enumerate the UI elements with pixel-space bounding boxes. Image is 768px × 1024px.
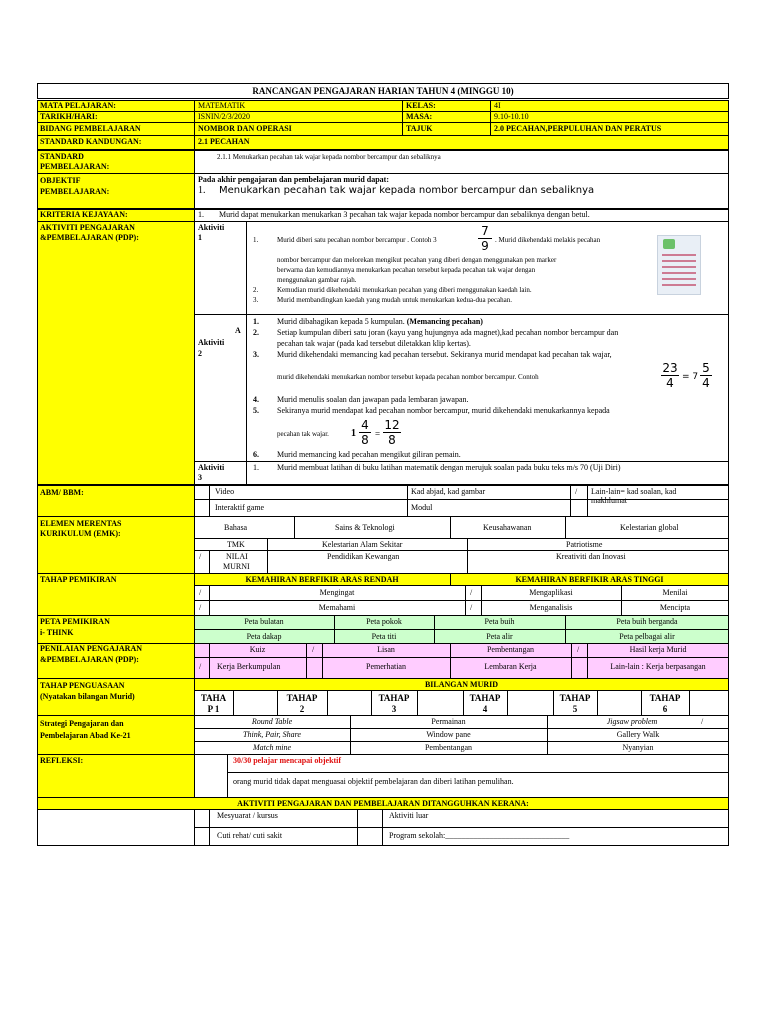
activity-3-label: Aktiviti [198, 463, 225, 472]
maps-row-divider [194, 629, 729, 630]
emk-col-divider [294, 516, 295, 538]
a2-f2-numerator: 5 [700, 361, 712, 376]
assess-group-work: Kerja Berkumpulan [217, 662, 281, 671]
reflection-not-achieved: orang murid tidak dapat menguasai objektif pembelajaran dan diberi latihan pemulihan. [233, 777, 514, 786]
abm-others-2: makhlumat [591, 496, 627, 505]
map-multi-flow: Peta pelbagai alir [619, 632, 675, 641]
maps-label-2: i- THINK [40, 628, 74, 637]
obj-intro: Pada akhir pengajaran dan pembelajaran murid dapat: [198, 175, 389, 184]
maps-label: PETA PEMIKIRAN [40, 617, 110, 626]
emk-science: Sains & Teknologi [335, 523, 395, 532]
a2-step-5-text-b: pecahan tak wajar. [277, 430, 329, 438]
strategy-window-pane: Window pane [426, 730, 471, 739]
activity-divider [194, 461, 729, 462]
worksheet-photo [657, 235, 701, 295]
a1-fraction-denominator: 9 [481, 239, 489, 253]
criteria-number: 1. [198, 210, 204, 219]
book-badge-icon [663, 239, 675, 249]
a1-fraction-numerator: 7 [478, 224, 492, 239]
a2-step-1-text [277, 318, 483, 326]
abm-row-divider [194, 499, 729, 500]
strategy-label: Strategi Pengajaran dan [40, 719, 124, 728]
a2-example-whole: 1 [351, 428, 356, 439]
strategy-round-table: Round Table [251, 717, 293, 726]
obj-label-2: PEMBELAJARAN: [40, 187, 110, 196]
a2-example-fraction-3 [359, 418, 371, 447]
emk-col-divider [267, 538, 268, 550]
reflection-achieved: 30/30 pelajar mencapai objektif [233, 756, 342, 765]
a2-step-4-text: Murid menulis soalan dan jawapan pada lembaran jawapan. [277, 395, 469, 404]
assess-oral-mark: / [312, 645, 315, 654]
postponed-row-divider [194, 827, 729, 828]
a2-example-equals-2: = [375, 429, 381, 439]
strategy-presentation: Pembentangan [424, 743, 473, 752]
a3-step-1-number: 1. [253, 463, 259, 472]
a2-step-1-main: Murid dibahagikan kepada 5 kumpulan. [277, 317, 405, 326]
assess-group-mark: / [199, 662, 202, 671]
a2-step-5-number: 5. [253, 406, 259, 415]
mastery-count-header: BILANGAN MURID [424, 680, 499, 689]
criteria-label: KRITERIA KEJAYAAN: [40, 210, 128, 219]
assess-quiz: Kuiz [249, 645, 266, 654]
strategy-row-divider [194, 728, 729, 729]
emk-environment: Kelestarian Alam Sekitar [322, 540, 403, 549]
worksheet-text-lines [662, 250, 696, 290]
postponed-col-divider [357, 809, 358, 846]
mastery-col-divider [689, 690, 690, 716]
activities-col-divider [246, 221, 247, 485]
assess-worksheet: Lembaran Kerja [484, 662, 537, 671]
a2-example-fraction-1 [661, 361, 679, 390]
emk-label-2: KURIKULUM (EMK): [40, 529, 121, 538]
mastery-label: TAHAP PENGUASAAN [40, 681, 125, 690]
a1-step-2-number: 2. [253, 286, 259, 294]
topic-value: 2.0 PECAHAN,PERPULUHAN DAN PERATUS [494, 124, 662, 133]
thinking-remember: Mengingat [319, 588, 355, 597]
emk-label: ELEMEN MERENTAS [40, 519, 122, 528]
subject-label: MATA PELAJARAN: [40, 101, 116, 110]
a1-example-fraction [478, 224, 492, 253]
activities-label: AKTIVITI PENGAJARAN [40, 223, 135, 232]
map-tree: Peta pokok [366, 617, 402, 626]
a1-step-1-text-e: menggunakan gambar rajah. [277, 276, 357, 284]
postponed-title: AKTIVITI PENGAJARAN DAN PEMBELAJARAN DITANGGUHKAN KERANA: [237, 799, 529, 808]
activity-2-label: Aktiviti [198, 338, 225, 347]
emk-values-mark: / [199, 552, 202, 561]
emk-col-divider [450, 516, 451, 538]
assess-observation: Pemerhatian [366, 662, 406, 671]
area-label: BIDANG PEMBELAJARAN [40, 124, 141, 133]
mastery-col-divider [417, 690, 418, 716]
emk-col-divider [467, 538, 468, 574]
emk-values-2: MURNI [223, 562, 250, 571]
a2-step-4-number: 4. [253, 395, 259, 404]
assess-others: Lain-lain : Kerja berpasangan [610, 662, 706, 671]
strategy-gallery-walk: Gallery Walk [616, 730, 660, 739]
reflection-label: REFLEKSI: [40, 756, 84, 765]
a2-step-6-number: 6. [253, 450, 259, 459]
strategy-label-2: Pembelajaran Abad Ke-21 [40, 731, 131, 740]
topic-label: TAJUK [406, 124, 433, 133]
assessment-row-divider [194, 657, 729, 658]
strategy-singing: Nyanyian [622, 743, 654, 752]
assess-work-mark: / [577, 645, 580, 654]
a2-step-3-text-b: murid dikehendaki menukarkan nombor tersebut kepada pecahan nombor bercampur. Contoh [277, 373, 539, 381]
area-value: NOMBOR DAN OPERASI [198, 124, 292, 133]
postponed-col-divider [209, 809, 210, 846]
a2-f2-denominator: 4 [702, 376, 710, 390]
abm-game: Interaktif game [215, 503, 265, 512]
mastery-col-divider [233, 690, 234, 716]
a2-f1-numerator: 23 [662, 361, 678, 375]
mastery-level-5-b: 5 [572, 704, 578, 714]
map-bridge: Peta titi [371, 632, 397, 641]
thinking-analyse-mark: / [470, 603, 473, 612]
mastery-col-divider [507, 690, 508, 716]
assessment-col-divider [571, 643, 572, 679]
map-circle: Peta bulatan [244, 617, 284, 626]
info-row-divider [37, 135, 729, 136]
emk-col-divider [209, 550, 210, 574]
thinking-create: Mencipta [659, 603, 691, 612]
date-value: ISNIN/2/3/2020 [198, 112, 250, 121]
plan-title: RANCANGAN PENGAJARAN HARIAN TAHUN 4 (MINGGU 10) [252, 86, 514, 96]
abm-module: Modul [411, 503, 433, 512]
a2-step-1-number: 1. [253, 317, 259, 326]
date-label: TARIKH/HARI: [40, 112, 98, 121]
mastery-label-2: (Nyatakan bilangan Murid) [40, 692, 135, 701]
postponed-meeting: Mesyuarat / kursus [217, 811, 278, 820]
a2-example-fraction-2 [700, 361, 712, 390]
thinking-high-header: KEMAHIRAN BERFIKIR ARAS TINGGI [515, 575, 664, 584]
a3-step-1-text: Murid membuat latihan di buku latihan matematik dengan merujuk soalan pada buku teks m/s 70 (Uji Diri) [277, 463, 621, 472]
thinking-apply: Mengaplikasi [529, 588, 573, 597]
mastery-level-3: TAHAP [378, 693, 410, 703]
abm-col-divider [587, 485, 588, 517]
thinking-analyse: Menganalisis [529, 603, 573, 612]
postponed-outside: Aktiviti luar [389, 811, 429, 820]
time-value: 9.10-10.10 [494, 112, 529, 121]
abm-cards: Kad abjad, kad gambar [411, 487, 486, 496]
abm-others: Lain-lain= kad soalan, kad [591, 487, 677, 496]
abm-cards-mark: / [575, 487, 578, 496]
map-flow: Peta alir [486, 632, 513, 641]
a2-step-5-text: Sekiranya murid mendapat kad pecahan nombor bercampur, murid dikehendaki menukarkannya kepada [277, 406, 610, 415]
info-col-divider [194, 100, 195, 150]
mastery-level-6-b: 6 [662, 704, 668, 714]
abm-video: Video [215, 487, 235, 496]
emk-row-divider [194, 550, 729, 551]
ls-value: 2.1.1 Menukarkan pecahan tak wajar kepada nombor bercampur dan sebaliknya [217, 153, 441, 161]
a1-step-1-text-b: . Murid dikehendaki melakis pecahan [495, 236, 601, 244]
assess-student-work: Hasil kerja Murid [629, 645, 687, 654]
a2-step-6-text: Murid memancing kad pecahan mengikut giliran pemain. [277, 450, 461, 459]
content-value: 2.1 PECAHAN [198, 137, 250, 146]
info-col-divider [402, 100, 403, 135]
thinking-col-divider [465, 585, 466, 616]
a2-step-3-number: 3. [253, 350, 259, 359]
assess-presentation: Pembentangan [486, 645, 535, 654]
thinking-label: TAHAP PEMIKIRAN [40, 575, 117, 584]
abm-col-divider [570, 485, 571, 517]
obj-value: Menukarkan pecahan tak wajar kepada nombor bercampur dan sebaliknya [219, 185, 595, 196]
emk-col-divider [565, 516, 566, 538]
mastery-col-divider [327, 690, 328, 716]
abm-col-divider [407, 485, 408, 517]
a2-step-2-text-b: pecahan tak wajar (pada kad tersebut diletakkan klip kertas). [277, 339, 471, 348]
a1-step-3-text: Murid membandingkan kaedah yang mudah untuk menukarkan kedua-dua pecahan. [277, 296, 513, 304]
strategy-jigsaw: Jigsaw problem [606, 717, 658, 726]
strategy-row-divider [194, 741, 729, 742]
postponed-program: Program sekolah:_______________________________ [389, 831, 570, 840]
a2-step-3-text: Murid dikehendaki memancing kad pecahan tersebut. Sekiranya murid mendapat kad pecahan tak wajar, [277, 350, 612, 359]
mastery-level-2-b: 2 [299, 704, 305, 714]
a2-step-1-game: (Memancing pecahan) [406, 317, 483, 326]
emk-tmk: TMK [227, 540, 245, 549]
map-brace: Peta dakap [246, 632, 282, 641]
a2-f4-denominator: 8 [388, 433, 396, 447]
class-value: 4I [494, 101, 501, 110]
activity-1-number: 1 [198, 233, 202, 242]
strategy-jigsaw-mark: / [701, 717, 704, 726]
emk-entrepreneur: Keusahawanan [483, 523, 532, 532]
emk-col-divider [267, 550, 268, 574]
a1-step-1-text: Murid diberi satu pecahan nombor bercampur . Contoh 3 [277, 236, 437, 244]
map-double-bubble: Peta buih berganda [616, 617, 678, 626]
mastery-level-3-b: 3 [391, 704, 397, 714]
class-label: KELAS: [406, 101, 436, 110]
activity-2-number: 2 [198, 349, 202, 358]
a1-step-1-number: 1. [253, 236, 259, 244]
abm-label: ABM/ BBM: [40, 488, 84, 497]
a2-f3-numerator: 4 [359, 418, 371, 433]
a2-step-2-text: Setiap kumpulan diberi satu joran (kayu yang hujungnya ada magnet),kad pecahan nombor bercampur dan [277, 328, 619, 337]
postponed-col-divider [382, 809, 383, 846]
mastery-level-1: TAHA [200, 693, 227, 703]
strategy-think-pair-share: Think, Pair, Share [243, 730, 301, 739]
thinking-remember-mark: / [199, 588, 202, 597]
subject-value: MATEMATIK [198, 101, 246, 110]
emk-global: Kelestarian global [620, 523, 679, 532]
emk-patriotism: Patriotisme [566, 540, 603, 549]
info-col-divider [490, 100, 491, 135]
mastery-level-4: TAHAP [469, 693, 501, 703]
assess-oral: Lisan [377, 645, 395, 654]
thinking-apply-mark: / [470, 588, 473, 597]
activity-1-label: Aktiviti [198, 223, 225, 232]
a1-step-3-number: 3. [253, 296, 259, 304]
mastery-level-2: TAHAP [286, 693, 318, 703]
reflection-col-divider [227, 754, 228, 798]
ls-label: STANDARD [40, 152, 84, 161]
abm-col-divider [209, 485, 210, 517]
map-bubble: Peta buih [484, 617, 515, 626]
obj-number: 1. [198, 185, 206, 196]
assessment-col-divider [306, 643, 307, 679]
a1-step-1-text-d: berwarna dan kemudiannya menukarkan pecahan tersebut kepada pecahan tak wajar dengan [277, 266, 536, 274]
reflection-row-divider [227, 772, 729, 773]
mastery-level-6: TAHAP [649, 693, 681, 703]
time-label: MASA: [406, 112, 433, 121]
assessment-label: PENILAIAN PENGAJARAN [40, 644, 143, 653]
emk-creativity: Kreativiti dan Inovasi [556, 552, 626, 561]
a2-f4-numerator: 12 [384, 418, 400, 432]
emk-language: Bahasa [224, 523, 248, 532]
a2-f3-denominator: 8 [361, 433, 369, 447]
thinking-low-header: KEMAHIRAN BERFIKIR ARAS RENDAH [245, 575, 399, 584]
obj-label: OBJEKTIF [40, 176, 81, 185]
activity-divider [194, 314, 729, 315]
ls-label-2: PEMBELAJARAN: [40, 162, 110, 171]
emk-values: NILAI [226, 552, 248, 561]
thinking-row-divider [194, 600, 729, 601]
info-row-divider [37, 122, 729, 123]
activity-3-number: 3 [198, 473, 202, 482]
strategy-match-mine: Match mine [253, 743, 291, 752]
a2-f1-denominator: 4 [666, 376, 674, 390]
a2-example-fraction-4 [383, 418, 401, 447]
thinking-understand-mark: / [199, 603, 202, 612]
mastery-level-1-b: P 1 [207, 704, 220, 714]
postponed-left-blank [37, 809, 195, 846]
content-label: STANDARD KANDUNGAN: [40, 137, 142, 146]
a2-example-equals: = 7 [682, 372, 699, 382]
emk-row-divider [194, 538, 729, 539]
emk-finance: Pendidikan Kewangan [327, 552, 400, 561]
a1-step-2-text: Kemudian murid dikehendaki menukarkan pecahan yang diberi menggunakan kaedah lain. [277, 286, 532, 294]
activities-label-2: &PEMBELAJARAN (PDP): [40, 233, 139, 242]
activities-label-cell [37, 221, 195, 485]
thinking-evaluate: Menilai [662, 588, 688, 597]
postponed-leave: Cuti rehat/ cuti sakit [217, 831, 283, 840]
strategy-games: Permainan [431, 717, 466, 726]
criteria-value: Murid dapat menukarkan menukarkan 3 pecahan tak wajar kepada nombor bercampur dan sebaliknya dengan betul. [219, 210, 590, 219]
info-row-divider [37, 111, 729, 112]
a2-step-2-number: 2. [253, 328, 259, 337]
mastery-col-divider [597, 690, 598, 716]
thinking-understand: Memahami [318, 603, 356, 612]
mastery-level-5: TAHAP [559, 693, 591, 703]
activity-2-letter: A [235, 326, 241, 335]
assessment-label-2: &PEMBELAJARAN (PDP): [40, 655, 139, 664]
lesson-plan-sheet [37, 80, 729, 846]
a1-step-1-text-c: nombor bercampur dan melorekan mengikut pecahan yang diberi dengan menggunakan pen marker [277, 256, 557, 264]
mastery-level-4-b: 4 [482, 704, 488, 714]
